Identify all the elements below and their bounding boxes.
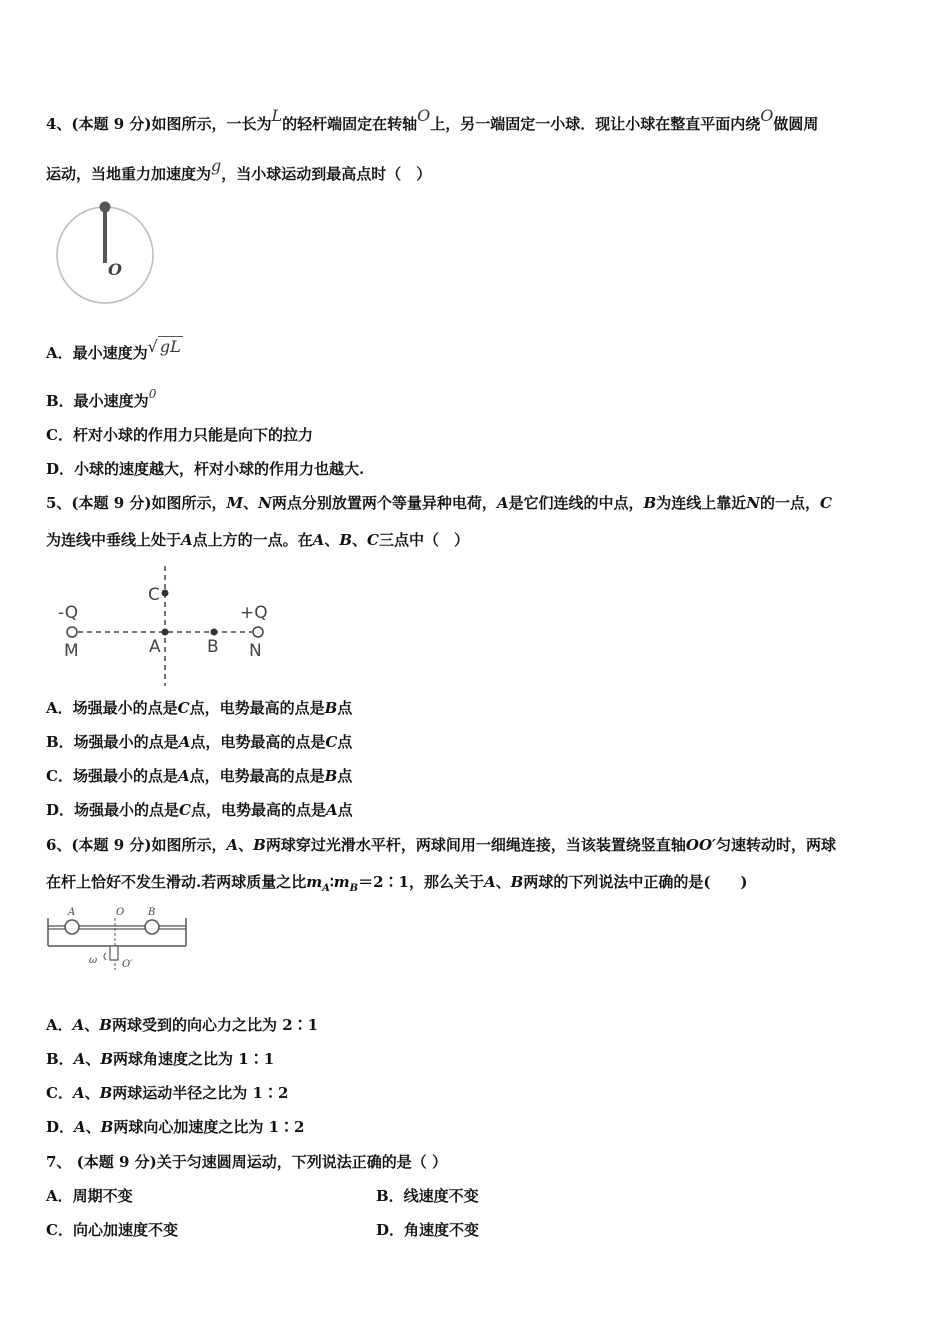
q6-option-a: A．A、B两球受到的向心力之比为 2∶1	[46, 1016, 319, 1034]
point-m-label: M	[64, 641, 79, 661]
q6-option-d: D．A、B两球向心加速度之比为 1∶2	[46, 1118, 305, 1136]
q6-stem-line2: 在杆上恰好不发生滑动.若两球质量之比$m_A∶m_B=2∶1$，那么关于A、B两球的下列说法中正确的是( )	[46, 873, 748, 894]
q7-option-c: C．向心加速度不变	[46, 1221, 178, 1239]
q4-option-a: A．最小速度为√ gL	[46, 337, 181, 362]
axis-o-label: O	[116, 907, 125, 918]
q6-figure-rotating-rod	[44, 904, 194, 974]
symbol-O: O	[760, 106, 774, 125]
point-c-label: C	[148, 585, 160, 605]
point-n-label: N	[249, 641, 262, 661]
q6-stem-line1: 6、(本题 9 分)如图所示，A、B两球穿过光滑水平杆，两球间用一细绳连接，当该装置绕竖直轴OO′匀速转动时，两球	[46, 836, 836, 854]
q5-option-d: D．场强最小的点是C点，电势最高的点是A点	[46, 801, 353, 819]
q5-figure-charges	[52, 562, 277, 690]
symbol-L: L	[271, 106, 283, 125]
q6-option-c: C．A、B两球运动半径之比为 1∶2	[46, 1084, 289, 1102]
q4-option-d: D．小球的速度越大，杆对小球的作用力也越大.	[46, 460, 365, 478]
axis-oprime-label: O′	[122, 959, 133, 970]
sqrt-expression: √ gL	[147, 337, 181, 356]
omega-label: ω	[89, 955, 98, 966]
q7-option-b: B．线速度不变	[376, 1187, 479, 1205]
q4-option-c: C．杆对小球的作用力只能是向下的拉力	[46, 426, 313, 444]
q4-stem-line2: 运动，当地重力加速度为g，当小球运动到最高点时（ ）	[46, 156, 432, 183]
q7-option-d: D．角速度不变	[376, 1221, 480, 1239]
zero-value: 0	[148, 387, 157, 401]
ball-a-label: A	[68, 907, 76, 918]
q5-option-b: B．场强最小的点是A点，电势最高的点是C点	[46, 733, 353, 751]
ball-b-label: B	[148, 907, 156, 918]
symbol-g: g	[211, 156, 222, 175]
symbol-O: O	[417, 106, 431, 125]
q5-stem-line2: 为连线中垂线上处于A点上方的一点。在A、B、C三点中（ ）	[46, 531, 469, 549]
point-a-label: A	[149, 637, 161, 657]
positive-charge-label: +Q	[240, 603, 268, 623]
q4-figure-label-o: O	[108, 260, 122, 279]
q6-option-b: B．A、B两球角速度之比为 1∶1	[46, 1050, 275, 1068]
q4-figure-circle	[50, 196, 160, 314]
q4-option-b: B．最小速度为$^0$	[46, 387, 157, 410]
q5-stem-line1: 5、(本题 9 分)如图所示，M、N两点分别放置两个等量异种电荷，A是它们连线的中点，B为连线上靠近N的一点，C	[46, 494, 832, 512]
q4-stem-line1: 4、(本题 9 分)如图所示，一长为L的轻杆端固定在转轴O上，另一端固定一小球．现让小球在整直平面内绕O做圆周	[46, 106, 819, 133]
q5-option-c: C．场强最小的点是A点，电势最高的点是B点	[46, 767, 353, 785]
q7-stem: 7、 (本题 9 分)关于匀速圆周运动，下列说法正确的是（ ）	[46, 1153, 447, 1171]
q7-option-a: A．周期不变	[46, 1187, 133, 1205]
point-b-label: B	[207, 637, 219, 657]
q5-option-a: A．场强最小的点是C点，电势最高的点是B点	[46, 699, 353, 717]
negative-charge-label: -Q	[58, 603, 79, 623]
